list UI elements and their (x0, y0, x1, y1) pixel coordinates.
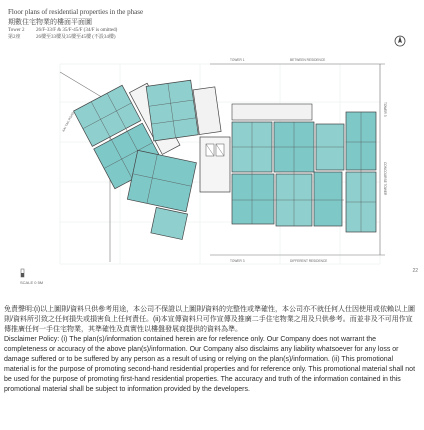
page-header (8, 8, 143, 41)
disclaimer (4, 305, 418, 395)
label-tower-bottom-left: TOWER 3 (230, 259, 245, 263)
label-tower-right2: TOWER 3 (383, 102, 387, 117)
disclaimer-zh: 免責聲明:(i)以上圖則/資料只供參考用途，本公司不保證以上圖則/資料的完整性或準確性，本公司亦不就任何人仕因使用或依賴以上圖則/資料所引致之任何損失或損害負上任何責任。(ii)本宣傳資料只可作宣傳及推廣二手住宅物業之用及只供參考。而並非及不可用作宣傳推廣任何一手住宅物業，其準確性及真實性以樓盤發展商提供的資料為準。 (4, 306, 416, 333)
scale-label: SCALE 0 5M (20, 280, 44, 285)
tower-row (8, 27, 143, 34)
title-zh: 期數住宅物業的樓面平面圖 (8, 18, 92, 26)
floor-range: 26/F-33/F & 35/F-45/F (34/F is omitted) (36, 28, 118, 33)
scale-bar (20, 267, 43, 285)
wing-right (232, 104, 344, 226)
tower-label: 第2座 (8, 35, 21, 40)
label-street-left: KAI TAK ROAD (61, 111, 76, 133)
title-en: Floor plans of residential properties in the phase (8, 8, 144, 16)
tower-label: Tower 2 (8, 28, 25, 33)
label-tower-top-left: TOWER 1 (230, 58, 245, 62)
wing-far-right (346, 112, 376, 232)
tower-row (8, 34, 143, 41)
page-number: 22 (412, 268, 418, 274)
floor-range: 26樓至33樓及35樓至45樓 (不設34樓) (36, 35, 116, 40)
floor-plan (0, 42, 424, 267)
core (200, 137, 230, 192)
wing-upper (146, 77, 221, 141)
scale-bar-icon (20, 267, 34, 279)
disclaimer-en: Disclaimer Policy: (i) The plan(s)/information contained herein are for reference only. Our Company does not warrant the completeness or accuracy of the above plan(s)/information. Our Company also disclaims any liability whatsoever for any loss or damage suffered or to be suffered by any person as a result of using or relying on the plan(s)/information. (ii) This promotional material is for the purpose of promoting second-hand residential properties and for reference only. This promotional material shall not be used for the purpose of promoting first-hand residential properties. The accuracy and truth of the information contained in this promotional material shall be subject to information provided by the developers. (4, 336, 416, 393)
label-tower-bottom-mid: DIFFERENT RESIDENCE (290, 259, 328, 263)
label-tower-right: CONCOURSE TOWER (383, 162, 387, 196)
label-tower-top-mid: BETWEEN RESIDENCE (290, 58, 326, 62)
